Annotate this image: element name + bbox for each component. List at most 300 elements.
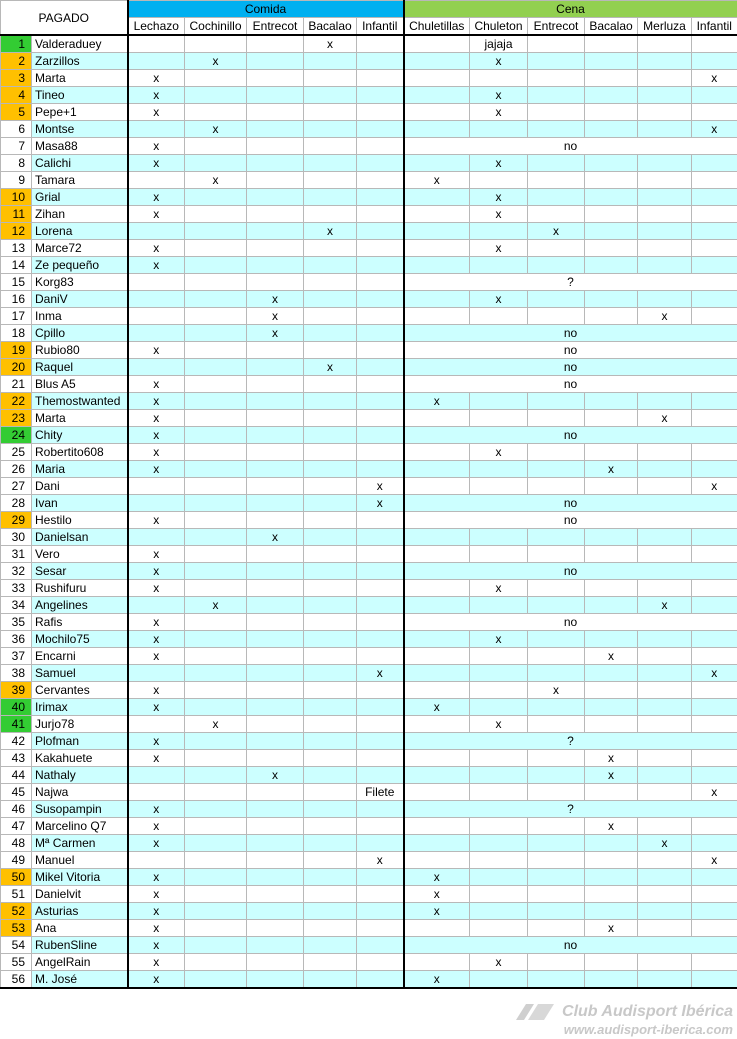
comida-cell [185,155,247,172]
row-number: 15 [1,274,32,291]
row-number: 35 [1,614,32,631]
row-number: 11 [1,206,32,223]
cena-cell [404,818,470,835]
cena-cell [404,240,470,257]
comida-cell [185,546,247,563]
cena-cell: x [470,954,528,971]
cena-cell [692,461,737,478]
cena-cell [528,920,585,937]
comida-cell: x [128,512,185,529]
cena-cell [528,546,585,563]
comida-cell: x [357,665,404,682]
table-row [1,954,737,971]
cena-cell [404,223,470,240]
comida-cell [185,189,247,206]
comida-cell [247,801,304,818]
cena-cell [638,920,692,937]
cena-cell [404,70,470,87]
row-number: 4 [1,87,32,104]
cena-cell [638,155,692,172]
cena-cell [638,903,692,920]
comida-cell [247,648,304,665]
comida-cell [185,954,247,971]
comida-cell [304,852,357,869]
comida-cell: x [128,903,185,920]
comida-cell [304,682,357,699]
comida-cell: x [247,308,304,325]
cena-cell [404,665,470,682]
attendee-name: Kakahuete [32,750,128,767]
table-row [1,274,737,291]
comida-cell [357,444,404,461]
comida-cell [185,376,247,393]
comida-cell [185,478,247,495]
row-number: 34 [1,597,32,614]
comida-cell [185,461,247,478]
cena-cell [404,410,470,427]
cena-status-cell: no [404,325,737,342]
attendee-name: Raquel [32,359,128,376]
comida-cell: x [128,138,185,155]
comida-cell [357,903,404,920]
comida-cell [304,155,357,172]
table-row [1,189,737,206]
table-row [1,461,737,478]
cena-cell [585,121,638,138]
cena-cell [404,920,470,937]
cena-cell [528,87,585,104]
cena-cell [470,172,528,189]
cena-cell [692,954,737,971]
comida-cell [247,410,304,427]
comida-cell [185,937,247,954]
comida-cell [247,614,304,631]
cena-cell [404,291,470,308]
row-number: 49 [1,852,32,869]
comida-cell: x [128,461,185,478]
table-row [1,631,737,648]
cena-cell: x [404,393,470,410]
cena-cell [404,716,470,733]
cena-cell [638,172,692,189]
comida-cell [304,597,357,614]
comida-cell: x [128,257,185,274]
comida-cell [247,818,304,835]
comida-cell [185,971,247,989]
cena-cell [528,750,585,767]
cena-cell [585,784,638,801]
attendee-name: Jurjo78 [32,716,128,733]
comida-cell [304,818,357,835]
attendee-name: Sesar [32,563,128,580]
row-number: 36 [1,631,32,648]
comida-cell [247,189,304,206]
table-row [1,495,737,512]
comida-cell [128,478,185,495]
comida-cell [247,104,304,121]
comida-cell [247,495,304,512]
comida-cell: x [128,563,185,580]
cena-cell: x [692,665,737,682]
row-number: 2 [1,53,32,70]
comida-cell [357,189,404,206]
comida-cell [357,376,404,393]
cena-cell [692,580,737,597]
comida-cell [247,682,304,699]
cena-cell [692,869,737,886]
comida-cell [357,869,404,886]
row-number: 38 [1,665,32,682]
comida-cell: x [128,70,185,87]
comida-cell [247,393,304,410]
comida-cell [247,155,304,172]
attendee-name: Danielvit [32,886,128,903]
comida-cell [185,699,247,716]
table-row [1,291,737,308]
cena-cell [585,478,638,495]
comida-cell [185,886,247,903]
cena-cell [638,767,692,784]
cena-cell [638,478,692,495]
cena-cell [692,53,737,70]
comida-cell [304,580,357,597]
comida-cell [247,512,304,529]
comida-cell [247,835,304,852]
comida-cell [185,308,247,325]
row-number: 17 [1,308,32,325]
comida-cell [304,495,357,512]
cena-cell [692,291,737,308]
attendee-name: Chity [32,427,128,444]
comida-cell [304,393,357,410]
comida-cell: x [304,35,357,53]
cena-cell [404,597,470,614]
row-number: 40 [1,699,32,716]
comida-cell [304,53,357,70]
attendee-name: Themostwanted [32,393,128,410]
comida-cell [304,206,357,223]
cena-status-cell: no [404,138,737,155]
attendee-name: Montse [32,121,128,138]
row-number: 37 [1,648,32,665]
cena-cell [404,155,470,172]
row-number: 33 [1,580,32,597]
cena-cell [585,257,638,274]
comida-cell: x [357,495,404,512]
comida-cell [357,325,404,342]
attendee-name: Rafis [32,614,128,631]
cena-cell [692,223,737,240]
cena-cell [585,546,638,563]
cena-cell [470,70,528,87]
table-row [1,172,737,189]
cena-cell [585,903,638,920]
cena-cell [528,631,585,648]
comida-col-header: Cochinillo [185,18,247,36]
cena-cell [470,852,528,869]
cena-cell: x [470,631,528,648]
comida-cell: x [247,767,304,784]
table-row [1,920,737,937]
comida-cell [357,733,404,750]
cena-cell [585,223,638,240]
comida-cell [128,53,185,70]
comida-cell [185,903,247,920]
comida-cell [128,308,185,325]
cena-status-cell: no [404,937,737,954]
comida-cell [304,70,357,87]
comida-cell [185,35,247,53]
cena-col-header: Chuletillas [404,18,470,36]
cena-cell [585,580,638,597]
comida-cell [247,138,304,155]
comida-cell [185,648,247,665]
cena-cell [470,121,528,138]
comida-cell [185,631,247,648]
comida-cell [185,240,247,257]
comida-cell [357,563,404,580]
cena-cell [692,35,737,53]
comida-cell: x [304,223,357,240]
table-row [1,886,737,903]
attendee-name: Irimax [32,699,128,716]
cena-cell [404,461,470,478]
comida-cell [247,87,304,104]
table-row [1,937,737,954]
attendee-name: Tamara [32,172,128,189]
watermark [512,1002,733,1037]
comida-cell: x [128,631,185,648]
comida-cell [357,393,404,410]
row-number: 3 [1,70,32,87]
cena-cell [638,257,692,274]
attendee-name: Manuel [32,852,128,869]
table-row [1,971,737,989]
cena-cell: x [638,308,692,325]
table-row [1,206,737,223]
comida-cell [128,223,185,240]
comida-cell [304,121,357,138]
cena-cell [692,155,737,172]
row-number: 5 [1,104,32,121]
table-row [1,903,737,920]
comida-cell [128,359,185,376]
attendee-name: Grial [32,189,128,206]
comida-cell [304,257,357,274]
row-number: 39 [1,682,32,699]
cena-cell [585,189,638,206]
cena-cell [585,699,638,716]
comida-cell [304,172,357,189]
comida-cell [247,869,304,886]
cena-cell [638,223,692,240]
comida-cell [185,733,247,750]
cena-cell [470,478,528,495]
cena-cell: x [638,835,692,852]
table-row [1,801,737,818]
cena-cell [585,869,638,886]
row-number: 7 [1,138,32,155]
comida-cell: x [128,393,185,410]
comida-cell: x [128,427,185,444]
cena-cell [528,393,585,410]
comida-cell [357,121,404,138]
row-number: 23 [1,410,32,427]
comida-cell [185,444,247,461]
table-row [1,155,737,172]
cena-cell [528,206,585,223]
cena-cell [692,206,737,223]
comida-cell [304,750,357,767]
comida-cell: x [185,53,247,70]
comida-cell [304,784,357,801]
comida-cell [247,750,304,767]
comida-cell [357,716,404,733]
cena-cell: x [585,767,638,784]
comida-cell: x [128,376,185,393]
row-number: 9 [1,172,32,189]
row-number: 56 [1,971,32,989]
cena-cell: x [692,70,737,87]
comida-cell [357,818,404,835]
attendee-name: Cervantes [32,682,128,699]
cena-cell [528,104,585,121]
cena-cell [470,308,528,325]
cena-cell [585,155,638,172]
comida-cell [185,682,247,699]
comida-cell [185,342,247,359]
comida-cell: x [128,835,185,852]
cena-cell [528,240,585,257]
row-number: 22 [1,393,32,410]
table-row [1,359,737,376]
table-row [1,648,737,665]
cena-cell [404,750,470,767]
comida-cell [304,274,357,291]
cena-cell [692,699,737,716]
cena-cell [692,87,737,104]
cena-cell [404,53,470,70]
attendee-name: M. José [32,971,128,989]
attendee-name: Marta [32,70,128,87]
attendee-name: Maria [32,461,128,478]
cena-cell [404,682,470,699]
attendee-name: Valderaduey [32,35,128,53]
comida-cell [185,257,247,274]
comida-cell [247,699,304,716]
table-row [1,546,737,563]
row-number: 55 [1,954,32,971]
comida-cell: x [128,155,185,172]
cena-header: Cena [404,1,737,18]
comida-cell [247,478,304,495]
cena-cell [528,529,585,546]
comida-cell: x [185,597,247,614]
table-row [1,478,737,495]
cena-status-cell: no [404,376,737,393]
attendee-name: Lorena [32,223,128,240]
cena-cell: x [470,716,528,733]
comida-cell [128,172,185,189]
comida-cell [185,750,247,767]
comida-cell [185,580,247,597]
comida-cell: x [128,971,185,989]
cena-cell [638,886,692,903]
cena-cell [528,971,585,989]
cena-cell [470,648,528,665]
cena-cell [470,903,528,920]
comida-cell [247,716,304,733]
cena-cell [528,716,585,733]
attendee-name: Tineo [32,87,128,104]
row-number: 47 [1,818,32,835]
cena-cell [692,597,737,614]
comida-cell [185,818,247,835]
comida-col-header: Entrecot [247,18,304,36]
cena-cell: x [470,87,528,104]
comida-cell [357,546,404,563]
comida-cell [185,529,247,546]
comida-cell [128,121,185,138]
comida-cell: x [128,546,185,563]
attendee-name: Vero [32,546,128,563]
comida-cell [247,733,304,750]
comida-cell [304,512,357,529]
comida-cell [357,206,404,223]
comida-cell [304,665,357,682]
comida-cell [128,495,185,512]
cena-cell: x [404,699,470,716]
cena-cell [692,716,737,733]
comida-cell: x [128,342,185,359]
comida-cell [185,87,247,104]
cena-cell [692,631,737,648]
comida-col-header: Lechazo [128,18,185,36]
cena-status-cell: no [404,563,737,580]
comida-cell [304,240,357,257]
cena-cell [404,206,470,223]
cena-cell [404,529,470,546]
cena-status-cell: no [404,512,737,529]
comida-cell: Filete [357,784,404,801]
cena-cell [585,308,638,325]
row-number: 45 [1,784,32,801]
cena-cell [585,104,638,121]
cena-cell [404,478,470,495]
attendee-name: Calichi [32,155,128,172]
cena-cell [470,529,528,546]
cena-cell [404,580,470,597]
cena-cell [528,257,585,274]
cena-cell [638,784,692,801]
row-number: 50 [1,869,32,886]
comida-cell [357,53,404,70]
audisport-logo-icon [512,1002,556,1022]
cena-cell [470,597,528,614]
cena-status-cell: no [404,359,737,376]
cena-cell [585,87,638,104]
cena-cell [470,461,528,478]
table-row [1,597,737,614]
table-row [1,308,737,325]
row-number: 8 [1,155,32,172]
cena-cell [404,852,470,869]
row-number: 53 [1,920,32,937]
comida-cell [357,631,404,648]
cena-cell: x [638,410,692,427]
cena-cell [638,665,692,682]
attendee-name: Korg83 [32,274,128,291]
